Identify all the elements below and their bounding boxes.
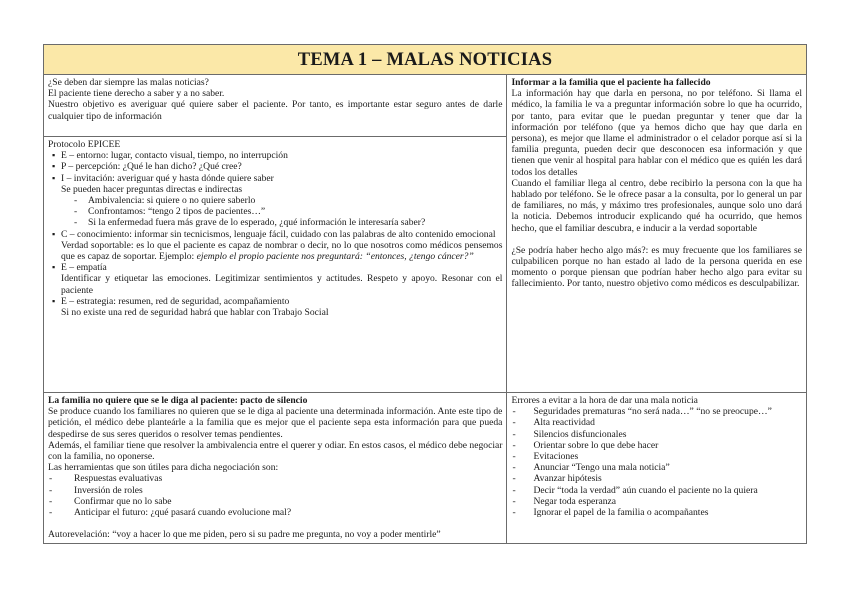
list-item: ▪ E – estrategia: resumen, red de seguridad, acompañamiento <box>48 296 502 307</box>
list-item: - Silencios disfuncionales <box>511 429 802 440</box>
deceased-family-cell <box>507 75 807 393</box>
list-item: - Respuestas evaluativas <box>48 473 502 484</box>
intro-line: Nuestro objetivo es averiguar qué quiere saber el paciente. Por tanto, es importante estar seguro antes de darle cualquier tipo de información <box>48 99 503 122</box>
document-page <box>43 44 807 544</box>
paragraph: ¿Se podría haber hecho algo más?: es muy frecuente que los familiares se culpabilicen porque no han estado al lado de la persona querida en ese momento o porque piensan que podrían haber hecho algo para evitar su fallecimiento. Por tanto, nuestro objetivo como médicos es desculpabilizar. <box>511 244 802 290</box>
list-item: - Anunciar “Tengo una mala noticia” <box>511 462 802 473</box>
list-item: - Si la enfermedad fuera más grave de lo esperado, ¿qué información le interesaría saber? <box>48 217 502 228</box>
list-item: - Decir “toda la verdad” aún cuando el paciente no la quiera <box>511 485 802 496</box>
section-heading: La familia no quiere que se le diga al paciente: pacto de silencio <box>48 395 308 406</box>
notes-table <box>43 44 807 544</box>
example-text: ejemplo el propio paciente nos preguntará: “entonces, ¿tengo cáncer?” <box>196 251 474 263</box>
section-heading: Protocolo EPICEE <box>48 139 121 150</box>
list-note: Identificar y etiquetar las emociones. Legitimizar sentimientos y actitudes. Respeto y apoyo. Resonar con el paciente <box>61 273 503 296</box>
sublist <box>48 195 502 229</box>
spacer <box>511 234 802 245</box>
paragraph: Además, el familiar tiene que resolver la ambivalencia entre el querer y odiar. En estos casos, el médico debe negociar con la familia, no oponerse. <box>48 439 503 463</box>
intro-line: ¿Se deben dar siempre las malas noticias? <box>48 77 209 88</box>
list-item: - Seguridades prematuras “no será nada…” “no se preocupe…” <box>511 406 802 417</box>
intro-line: El paciente tiene derecho a saber y a no saber. <box>48 88 225 100</box>
list-item: ▪ I – invitación: averiguar qué y hasta dónde quiere saber <box>48 173 502 184</box>
list-item: ▪ E – entorno: lugar, contacto visual, tiempo, no interrupción <box>48 150 502 161</box>
paragraph: Se produce cuando los familiares no quieren que se le diga al paciente una determinada información. Ante este tipo de petición, el médico debe planteárle a la familia que es mejor que el paciente sepa esta información para que pueda despedirse de sus seres queridos o resolver temas pendientes. <box>48 406 503 440</box>
list-item: - Orientar sobre lo que debe hacer <box>511 440 802 451</box>
tools-list <box>48 473 502 518</box>
list-item: - Ignorar el papel de la familia o acompañantes <box>511 507 802 518</box>
spacer <box>48 518 502 529</box>
protocol-list <box>48 296 502 307</box>
list-item: - Confirmar que no lo sabe <box>48 496 502 507</box>
note-text: Verdad soportable: es lo que el paciente es capaz de nombrar o decir, no lo que nosotros como médicos pensemos que es capaz de soportar. Ejemplo: <box>61 239 503 263</box>
protocol-list <box>48 150 502 184</box>
intro-cell <box>44 75 507 137</box>
protocol-cell <box>44 137 507 393</box>
list-item: - Evitaciones <box>511 451 802 462</box>
list-item: - Inversión de roles <box>48 485 502 496</box>
paragraph: Cuando el familiar llega al centro, debe recibirlo la persona con la que ha hablado por teléfono. Se le ofrece pasar a la consulta, por lo general un par de familiares, no más, y máximo tres profesionales, aunque solo uno dará la noticia. Debemos introducir explicando qué ha ocurrido, que hemos hecho, que el familiar descubra, e inducir a la verdad soportable <box>511 177 802 234</box>
list-item: ▪ C – conocimiento: informar sin tecnicismos, lenguaje fácil, cuidado con las palabras de alto contenido emocional <box>48 229 502 240</box>
list-item: - Alta reactividad <box>511 417 802 428</box>
paragraph: La información hay que darla en persona, no por teléfono. Si llama el médico, la familia le va a preguntar información sobre lo que ha ocurrido, por tanto, para evitar que le puedan preguntar y tener que dar la información por teléfono (que ya hemos dicho que hay que darla en persona), es mejor que llame el administrador o el celador porque así si la familia pregunta, pueden decir que desconocen esa información y que tienen que venir al hospital para hablar con el médico que es quién les dará todos los detalles <box>511 88 802 178</box>
list-item: - Negar toda esperanza <box>511 496 802 507</box>
paragraph: Las herramientas que son útiles para dicha negociación son: <box>48 462 279 474</box>
list-item: - Anticipar el futuro: ¿qué pasará cuando evolucione mal? <box>48 507 502 518</box>
list-note: Si no existe una red de seguridad habrá que hablar con Trabajo Social <box>61 307 329 319</box>
protocol-list <box>48 229 502 240</box>
silence-pact-cell <box>44 393 507 544</box>
list-item: ▪ E – empatía <box>48 262 502 273</box>
list-note <box>48 240 502 262</box>
errors-list <box>511 406 802 518</box>
list-item: - Confrontamos: “tengo 2 tipos de pacientes…” <box>48 206 502 217</box>
protocol-list <box>48 262 502 273</box>
list-item: - Ambivalencia: si quiere o no quiere saberlo <box>48 195 502 206</box>
section-heading: Informar a la familia que el paciente ha fallecido <box>511 77 711 88</box>
list-item: ▪ P – percepción: ¿Qué le han dicho? ¿Qué cree? <box>48 161 502 172</box>
page-title: TEMA 1 – MALAS NOTICIAS <box>44 45 807 75</box>
list-item: - Avanzar hipótesis <box>511 473 802 484</box>
list-note: Se pueden hacer preguntas directas e indirectas <box>61 183 243 195</box>
section-heading: Errores a evitar a la hora de dar una mala noticia <box>511 395 698 406</box>
paragraph: Autorevelación: “voy a hacer lo que me piden, pero si su padre me pregunta, no voy a poder mentirle” <box>48 529 441 541</box>
errors-cell <box>507 393 807 544</box>
